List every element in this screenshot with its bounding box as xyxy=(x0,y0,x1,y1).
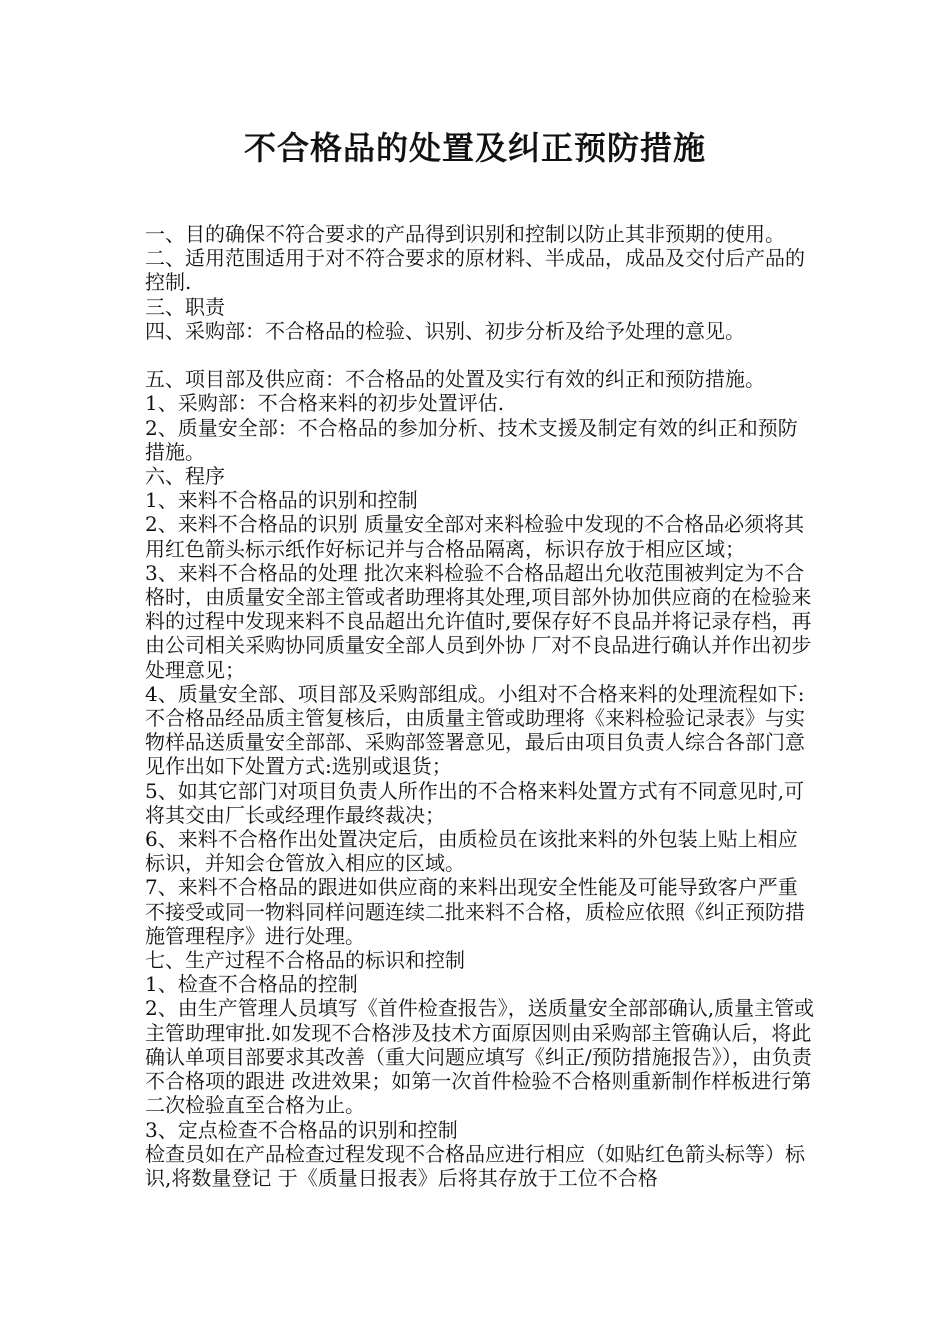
document-body xyxy=(145,222,815,1190)
paragraph-item-2: 2、质量安全部：不合格品的参加分析、技术支援及制定有效的纠正和预防措施。 xyxy=(145,415,798,464)
paragraph-procedure-5: 5、如其它部门对项目负责人所作出的不合格来料处置方式有不同意见时,可将其交由厂长或经理作最终裁决； xyxy=(145,778,805,827)
paragraph-procedure-4: 4、质量安全部、项目部及采购部组成。小组对不合格来料的处理流程如下:不合格品经品质主管复核后，由质量主管或助理将《来料检验记录表》与实物样品送质量安全部部、采购部签署意见，最后由项目负责人综合各部门意见作出如下处置方式:选别或退货； xyxy=(145,681,805,779)
paragraph-procedure-7: 7、来料不合格品的跟进如供应商的来料出现安全性能及可能导致客户严重不接受或同一物料同样问题连续二批来料不合格，质检应依照《纠正预防措施管理程序》进行处理。 xyxy=(145,875,805,948)
paragraph-production: 七、生产过程不合格品的标识和控制 xyxy=(145,948,465,973)
paragraph-purchasing: 四、采购部：不合格品的检验、识别、初步分析及给予处理的意见。 xyxy=(145,318,745,343)
paragraph-scope: 二、适用范围适用于对不符合要求的原材料、半成品，成品及交付后产品的控制. xyxy=(145,246,805,295)
paragraph-inspector: 检查员如在产品检查过程发现不合格品应进行相应（如贴红色箭头标等）标识,将数量登记 于《质量日报表》后将其存放于工位不合格 xyxy=(145,1141,805,1190)
paragraph-procedure-2: 2、来料不合格品的识别 质量安全部对来料检验中发现的不合格品必须将其用红色箭头标示纸作好标记并与合格品隔离，标识存放于相应区域； xyxy=(145,512,805,561)
blank-line xyxy=(145,343,815,367)
paragraph-purpose: 一、目的确保不符合要求的产品得到识别和控制以防止其非预期的使用。 xyxy=(145,222,785,246)
paragraph-project-supplier: 五、项目部及供应商：不合格品的处置及实行有效的纠正和预防措施。 xyxy=(145,367,765,392)
paragraph-responsibilities: 三、职责 xyxy=(145,294,225,319)
paragraph-procedure-1: 1、来料不合格品的识别和控制 xyxy=(145,488,418,513)
paragraph-procedure-6: 6、来料不合格作出处置决定后，由质检员在该批来料的外包装上贴上相应标识，并知会仓管放入相应的区域。 xyxy=(145,827,798,876)
document-title: 不合格品的处置及纠正预防措施 xyxy=(243,129,706,167)
paragraph-procedure-3: 3、来料不合格品的处理 批次来料检验不合格品超出允收范围被判定为不合格时，由质量安全部主管或者助理将其处理,项目部外协加供应商的在检验来料的过程中发现来料不良品超出允许值时,要保存好不良品并将记录存档，再由公司相关采购协同质量安全部人员到外协 厂对不良品进行确认并作出初步处理意见； xyxy=(145,560,812,682)
paragraph-production-3: 3、定点检查不合格品的识别和控制 xyxy=(145,1117,458,1142)
paragraph-item-1: 1、采购部：不合格来料的初步处置评估. xyxy=(145,391,505,416)
paragraph-production-1: 1、检查不合格品的控制 xyxy=(145,972,358,997)
paragraph-procedure: 六、程序 xyxy=(145,464,225,489)
paragraph-production-2: 2、由生产管理人员填写《首件检查报告》，送质量安全部部确认,质量主管或主管助理审批.如发现不合格涉及技术方面原因则由采购部主管确认后，将此确认单项目部要求其改善（重大问题应填写《纠正/预防措施报告》），由负责不合格项的跟进 改进效果；如第一次首件检验不合格则重新制作样板进行第二次检验直至合格为止。 xyxy=(145,996,815,1118)
